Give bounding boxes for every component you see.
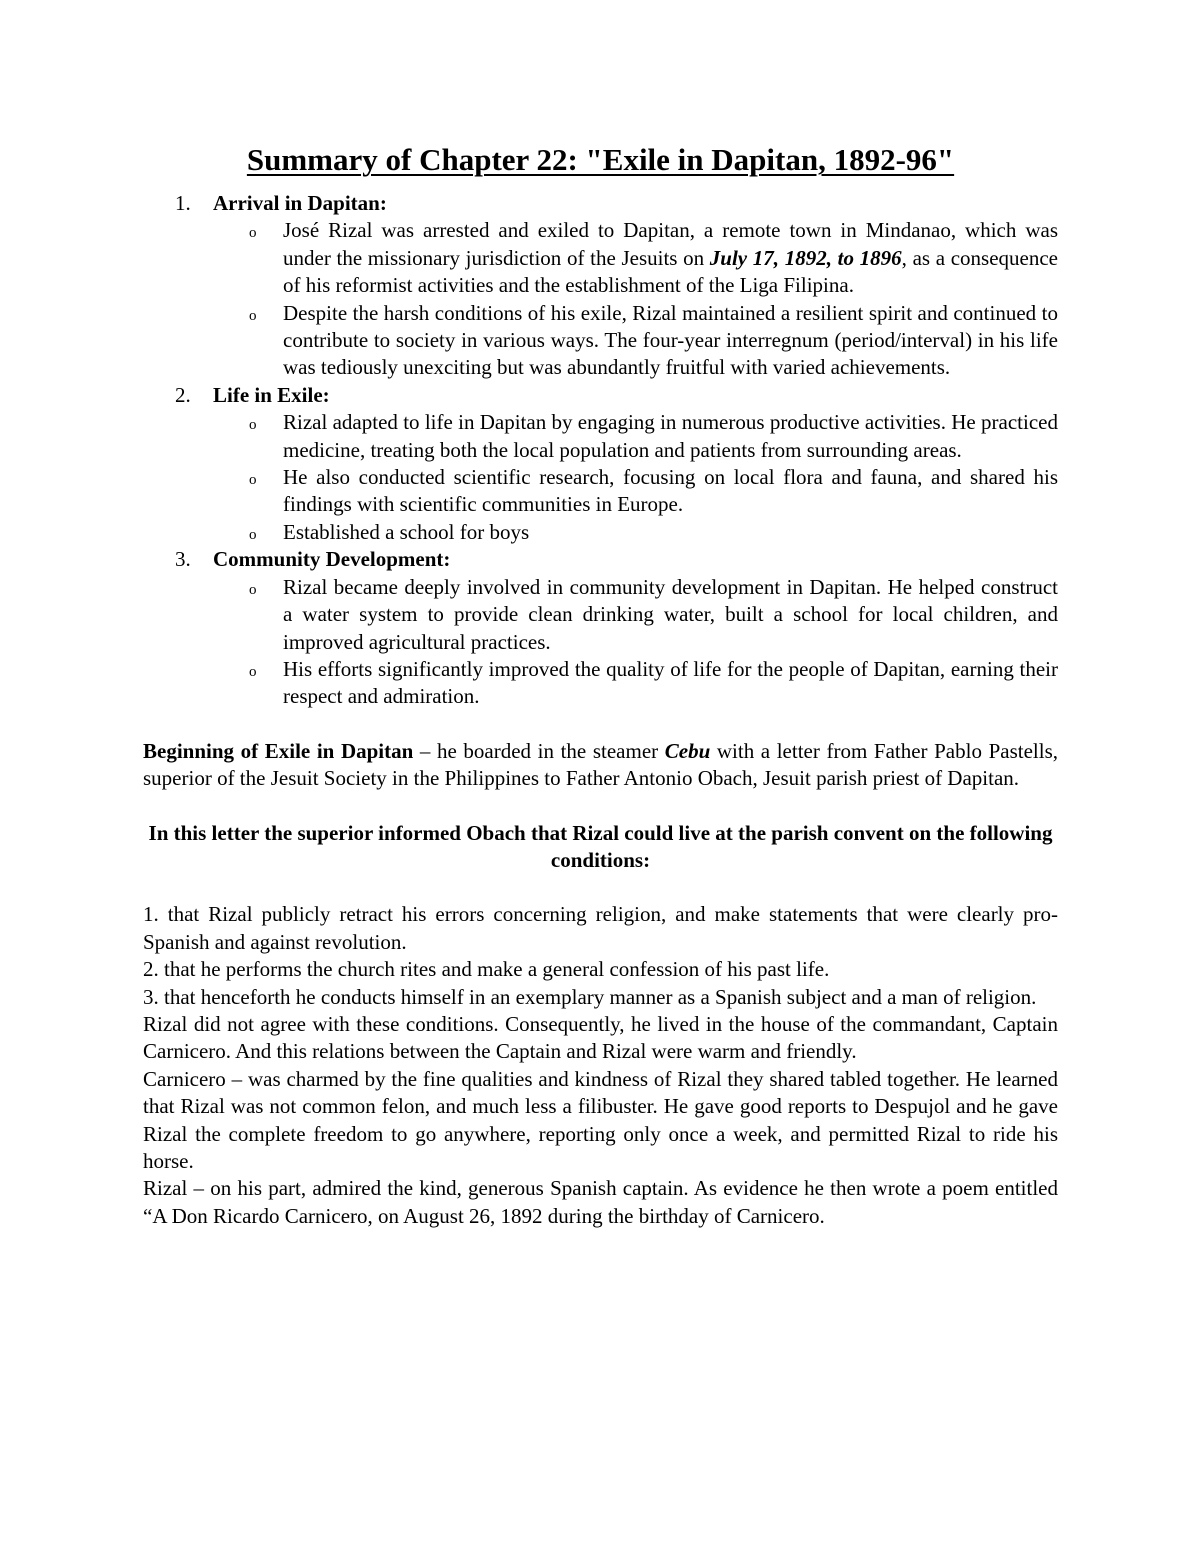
- document-title: Summary of Chapter 22: "Exile in Dapitan, 1892-96": [246, 142, 955, 177]
- bullet-item: [213, 217, 1058, 299]
- bullet-text: Established a school for boys: [283, 519, 530, 544]
- beginning-text: – he boarded in the steamer: [413, 738, 665, 763]
- spacer: [143, 711, 1058, 738]
- summary-sections: [143, 190, 1058, 711]
- bullet-list: [213, 409, 1058, 546]
- bullet-text: Despite the harsh conditions of his exile, Rizal maintained a resilient spirit and continued to contribute to society in various ways. The four-year interregnum (period/interval) in his life was tediously unexciting but was abundantly fruitful with varied achievements.: [283, 300, 1058, 380]
- bullet-icon: o: [249, 581, 257, 598]
- beginning-text-continued: with a letter from Father Pablo Pastells, superior of the Jesuit Society in the Philippines to Father Antonio Obach, Jesuit parish priest of Dapitan.: [143, 738, 1058, 791]
- spacer: [143, 793, 1058, 820]
- bullet-item: [213, 409, 1058, 464]
- ship-name: Cebu: [664, 738, 711, 763]
- closing-paragraph: Rizal did not agree with these conditions. Consequently, he lived in the house of the commandant, Captain Carnicero. And this relations between the Captain and Rizal were warm and friendly.: [143, 1011, 1058, 1064]
- section-life-in-exile: [143, 382, 1058, 546]
- bullet-text: Rizal adapted to life in Dapitan by engaging in numerous productive activities. He practiced medicine, treating both the local population and patients from surrounding areas.: [283, 410, 1058, 462]
- section-heading: Life in Exile:: [213, 382, 330, 407]
- section-number: 1.: [175, 191, 191, 215]
- bullet-icon: o: [249, 225, 257, 242]
- bullet-text: Rizal became deeply involved in community development in Dapitan. He helped construct a water system to provide clean drinking water, built a school for local children, and improved agricultural practices.: [283, 574, 1058, 654]
- bullet-icon: o: [249, 526, 257, 543]
- bullet-emphasis-date: July 17, 1892, to 1896: [709, 245, 902, 270]
- bullet-icon: o: [249, 472, 257, 489]
- bullet-item: [213, 300, 1058, 382]
- section-number: 3.: [175, 547, 191, 572]
- bullet-icon: o: [249, 417, 257, 434]
- bullet-item: [213, 656, 1058, 711]
- bullet-text: José Rizal was arrested and exiled to Dapitan, a remote town in Mindanao, which was under the missionary jurisdiction of the Jesuits on: [283, 218, 1058, 270]
- bullet-icon: o: [249, 307, 257, 324]
- section-number: 2.: [175, 382, 191, 407]
- bullet-list: [213, 217, 1058, 381]
- bullet-text: His efforts significantly improved the quality of life for the people of Dapitan, earning their respect and admiration.: [283, 656, 1058, 709]
- section-arrival: [143, 190, 1058, 382]
- condition-item: 1. that Rizal publicly retract his errors concerning religion, and make statements that were clearly pro-Spanish and against revolution.: [143, 902, 1058, 954]
- closing-paragraph: Carnicero – was charmed by the fine qualities and kindness of Rizal they shared tabled together. He learned that Rizal was not common felon, and much less a filibuster. He gave good reports to Despujol and he gave Rizal the complete freedom to go anywhere, reporting only once a week, and permitted Rizal to ride his horse.: [143, 1066, 1058, 1173]
- bullet-text: He also conducted scientific research, focusing on local flora and fauna, and shared his findings with scientific communities in Europe.: [283, 465, 1058, 517]
- bullet-text-after: , as a consequence of his reformist activities and the establishment of the Liga Filipina.: [283, 245, 1059, 298]
- section-heading: Community Development:: [213, 547, 451, 572]
- bullet-icon: o: [249, 663, 257, 680]
- closing-paragraph: Rizal – on his part, admired the kind, generous Spanish captain. As evidence he then wrote a poem entitled “A Don Ricardo Carnicero, on August 26, 1892 during the birthday of Carnicero.: [143, 1176, 1058, 1228]
- beginning-paragraph: [143, 738, 1058, 793]
- conditions-heading: In this letter the superior informed Obach that Rizal could live at the parish convent on the following conditions:: [148, 820, 1053, 872]
- bullet-item: [213, 464, 1058, 519]
- bullet-list: [213, 574, 1058, 711]
- section-community-development: [143, 546, 1058, 710]
- beginning-label: Beginning of Exile in Dapitan: [143, 738, 414, 763]
- document-page: [143, 140, 1058, 1230]
- condition-item: 2. that he performs the church rites and make a general confession of his past life.: [143, 957, 830, 982]
- bullet-item: [213, 574, 1058, 656]
- condition-item: 3. that henceforth he conducts himself in an exemplary manner as a Spanish subject and a man of religion.: [143, 984, 1037, 1009]
- spacer: [143, 874, 1058, 901]
- bullet-item: [213, 519, 1058, 546]
- section-heading: Arrival in Dapitan:: [213, 191, 387, 215]
